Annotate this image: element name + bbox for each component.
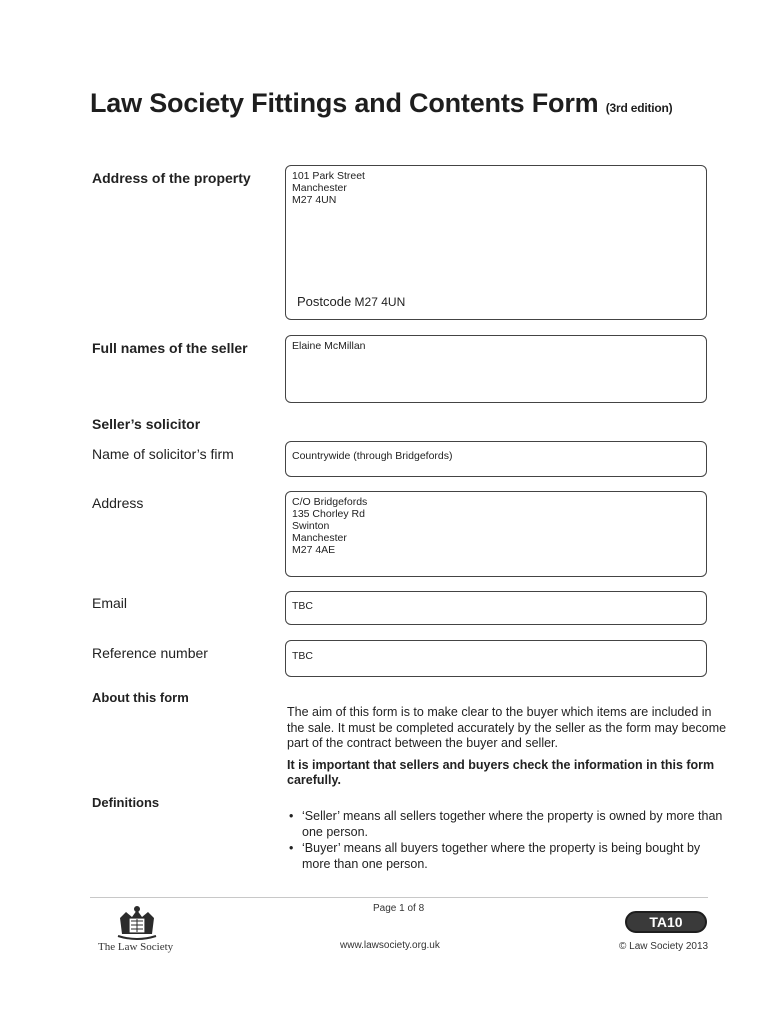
about-important-text: It is important that sellers and buyers check the information in this form carefully.	[287, 757, 715, 787]
about-text: The aim of this form is to make clear to the buyer which items are included in the sale. It must be completed accurately by the seller as the form may become part of the contract between the buyer and seller.	[287, 705, 727, 750]
form-title: Law Society Fittings and Contents Form	[90, 88, 599, 118]
page-number: Page 1 of 8	[373, 903, 425, 914]
solicitor-address-value: C/O Bridgefords 135 Chorley Rd Swinton Manchester M27 4AE	[292, 496, 368, 556]
postcode-value: M27 4UN	[354, 295, 406, 309]
postcode-label: Postcode	[297, 294, 352, 309]
seller-names-field[interactable]	[285, 335, 707, 403]
solicitor-firm-field[interactable]	[285, 441, 707, 477]
definition-item-buyer: • ‘Buyer’ means all buyers together where the property is being bought by more than one person.	[302, 841, 724, 872]
seller-names-label: Full names of the seller	[92, 340, 248, 356]
law-society-crest-icon	[112, 904, 162, 940]
solicitor-firm-label: Name of solicitor’s firm	[92, 446, 234, 462]
ta10-badge: TA10	[625, 911, 707, 933]
definition-item-seller: • ‘Seller’ means all sellers together where the property is owned by more than one person.	[302, 809, 724, 840]
reference-number-label: Reference number	[92, 645, 208, 661]
solicitor-heading: Seller’s solicitor	[92, 416, 201, 432]
seller-names-value: Elaine McMillan	[292, 340, 366, 352]
reference-number-field[interactable]	[285, 640, 707, 677]
law-society-name: The Law Society	[98, 941, 174, 953]
property-address-field[interactable]	[285, 165, 707, 320]
solicitor-address-field[interactable]	[285, 491, 707, 577]
property-address-label: Address of the property	[92, 170, 251, 186]
reference-number-value: TBC	[292, 650, 313, 662]
copyright-notice: © Law Society 2013	[619, 941, 709, 952]
solicitor-firm-value: Countrywide (through Bridgefords)	[292, 450, 453, 462]
definitions-list-container	[288, 809, 724, 873]
definitions-list	[288, 809, 724, 872]
page-title	[90, 88, 672, 119]
property-address-value: 101 Park Street Manchester M27 4UN	[292, 170, 365, 206]
form-edition: (3rd edition)	[605, 101, 673, 115]
about-section	[287, 705, 727, 789]
solicitor-email-label: Email	[92, 595, 128, 611]
definitions-heading: Definitions	[92, 795, 160, 810]
about-heading: About this form	[92, 690, 189, 705]
solicitor-email-field[interactable]	[285, 591, 707, 625]
solicitor-address-label: Address	[92, 495, 144, 511]
solicitor-email-value: TBC	[292, 600, 313, 612]
footer-divider	[90, 897, 708, 898]
website-link[interactable]: www.lawsociety.org.uk	[340, 940, 440, 951]
postcode-row	[297, 294, 405, 309]
